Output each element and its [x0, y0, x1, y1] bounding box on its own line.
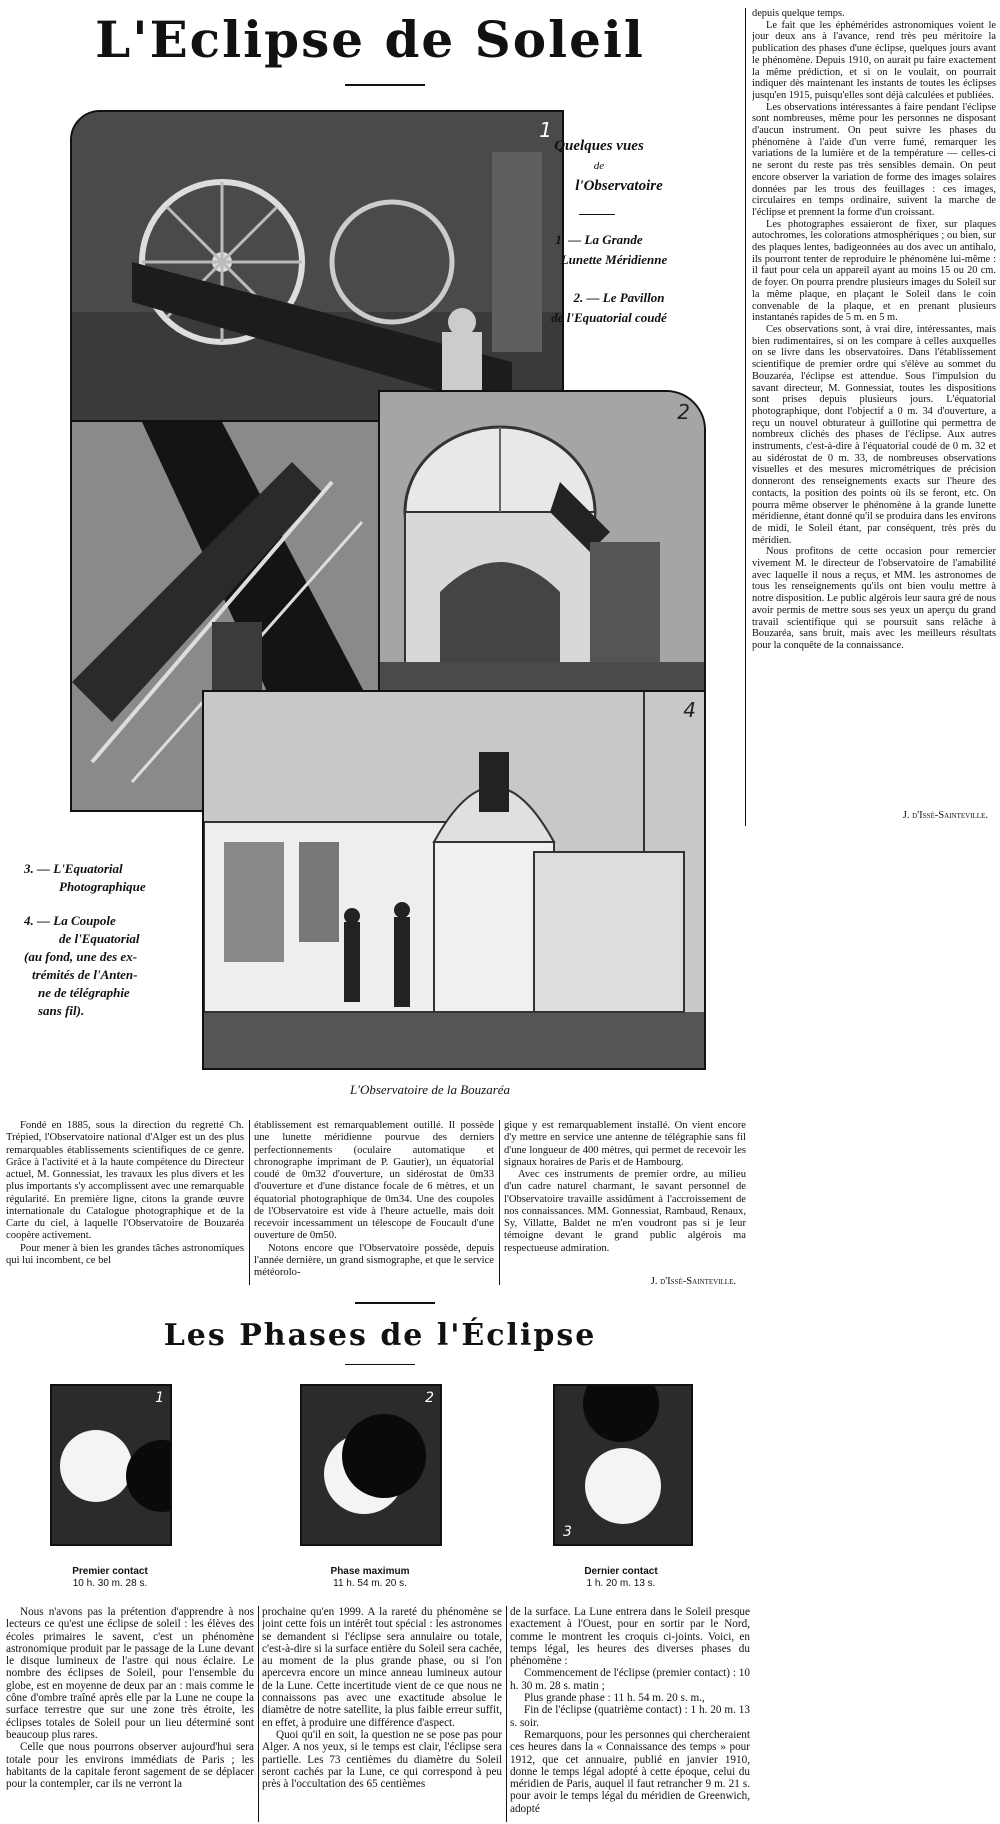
right-signature: J. d'Issé-Sainteville. [902, 810, 988, 821]
bottom-col-1 [6, 1606, 254, 1822]
caption-item4e: ne de télégraphie [38, 985, 130, 1000]
middle-col3-para-1: Avec ces instruments de premier ordre, au milieu d'un cadre naturel charmant, le savant personnel de l'Observatoire travaille assidûment à l'accroissement de nos connaissances. MM. Gonnessiat, Rambaud, Renaux, Sy, Villatte, Baldet ne m'en voudront pas si je leur témoigne devant le grand public algérois ma respectueuse admiration. [504, 1169, 746, 1254]
phase-2-illustration [302, 1386, 440, 1544]
right-para-1: Le fait que les éphémérides astronomiques voient le jour deux ans à l'avance, rend très peu méritoire la publication des phases d'une éclipse, quelques jours avant le phénomène. Depuis 1910, on aurait pu faire exactement la même prédiction, et si on le voulait, on pourrait indiquer dès maintenant les instants de toutes les éclipses jusqu'en 1915, puisqu'elles sont déjà calculées et publiées. [752, 19, 996, 101]
caption-item3b: Photographique [59, 879, 146, 894]
bottom-col3-para-4: Remarquons, pour les personnes qui chercheraient ces heures dans la « Connaissance des temps » pour 1912, que cet annuaire, publié en janvier 1910, donne le temps légal adopté à cette époque, celui du méridien de Paris, auquel il faut retrancher 9 m. 21 s. pour avoir le temps légal du méridien de Greenwich, adopté [510, 1728, 750, 1815]
caption-item3a: 3. — L'Equatorial [24, 861, 123, 876]
phase-3-caption [553, 1566, 689, 1590]
telescope-illustration [72, 112, 562, 422]
bottom-col3-para-3: Fin de l'éclipse (quatrième contact) : 1 h. 20 m. 13 s. soir. [510, 1704, 750, 1729]
views-item1-num: 1. — La Grande [555, 232, 643, 247]
dome-illustration [204, 692, 704, 1068]
middle-divider-1 [249, 1120, 250, 1285]
views-item2-rest: de l'Equatorial coudé [551, 310, 667, 325]
right-column-divider [745, 8, 746, 826]
article-title: L'Eclipse de Soleil [95, 10, 645, 69]
bottom-col-3 [510, 1606, 750, 1822]
photo-number-2: 2 [677, 400, 690, 424]
bottom-col-2 [262, 1606, 502, 1822]
right-para-4: Ces observations sont, à vrai dire, intéressantes, mais bien rudimentaires, si on les compare à celles auxquelles on se livre dans les observatoires. Dans l'établissement scientifique de premier ordre qui s'élève au sommet du Bouzaréa, l'éclipse est attendue. Sous l'impulsion du savant directeur, M. Gonnessiat, toutes les dispositions sont prises depuis plusieurs jours. L'équatorial photographique, dont l'objectif a 0 m. 34 d'ouverture, a reçu un nouvel obturateur à guillotine qui permettra de nombreux clichés des phases de l'éclipse. Aux autres instruments, c'est-à-dire à l'équatorial coudé de 0 m. 32 et au sidérostat de 0 m. 33, de nombreuses observations visuelles et des mesures micrométriques de précision donneront des renseignements exacts sur l'heure des contacts, la position des points où ils se feront, etc. On pourra même observer le phénomène à la grande lunette méridienne, étant donné qu'il se produira dans les environs de midi, le Soleil étant, par conséquent, très près du méridien. [752, 323, 996, 546]
middle-col1-para-0: Fondé en 1885, sous la direction du regretté Ch. Trépied, l'Observatoire national d'Alger est un des plus remarquables établissements scientifiques de ce genre. Grâce à l'activité et à la haute compétence du Directeur actuel, M. Gonnessiat, les travaux les plus divers et les plus importants s'y accomplissent avec une remarquable régularité. En première ligne, citons la grande œuvre internationale du Catalogue photographique et de la Carte du ciel, à laquelle l'Observatoire de Bouzaréa coopère activement. [6, 1120, 244, 1242]
bottom-col2-para-1: Quoi qu'il en soit, la question ne se pose pas pour Alger. A nos yeux, si le temps est clair, l'éclipse sera partielle. Les 73 centièmes du diamètre du Soleil seront cachés par la Lune, ce qui correspond à peu près à l'occultation des 65 centièmes [262, 1728, 502, 1791]
photo-collage [24, 108, 704, 1068]
phase-1-caption [40, 1566, 180, 1590]
bottom-col3-para-0: de la surface. La Lune entrera dans le Soleil presque exactement à l'Ouest, pour en sortir par le Nord, comme le montrent les croquis ci-joints. Voici, en temps légal, les heures des diverses phases du phénomène : [510, 1606, 750, 1668]
phase-3-number: 3 [563, 1524, 572, 1540]
phase-2-caption [300, 1566, 440, 1590]
caption-item4b: de l'Equatorial [59, 931, 140, 946]
bottom-col3-para-1: Commencement de l'éclipse (premier contact) : 10 h. 30 m. 28 s. matin ; [510, 1667, 750, 1692]
phase-1-label: Premier contact [72, 1566, 148, 1577]
photo-caption: L'Observatoire de la Bouzaréa [349, 1082, 511, 1097]
middle-col1-para-1: Pour mener à bien les grandes tâches astronomiques qui lui incombent, ce bel [6, 1242, 244, 1266]
caption-item4d: trémités de l'Anten- [32, 967, 138, 982]
views-item1-rest: Lunette Méridienne [560, 252, 668, 267]
middle-signature: J. d'Issé-Sainteville. [650, 1276, 736, 1287]
phases-title: Les Phases de l'Éclipse [163, 1318, 597, 1353]
right-column [752, 8, 996, 806]
pavilion-illustration [380, 392, 704, 692]
photo-grande-lunette [70, 110, 564, 424]
section-rule [355, 1302, 435, 1304]
middle-col-1 [6, 1120, 244, 1290]
right-para-5: Nous profitons de cette occasion pour remercier vivement M. le directeur de l'observatoire de l'amabilité avec laquelle il nous a reçus, et MM. les astronomes de tous les renseignements qu'ils ont bien voulu mettre à notre disposition. Le public algérois leur saura gré de nous avoir permis de mettre sous ses yeux un aperçu du grand travail scientifique qui se poursuit sans relâche à Bouzaréa, sans bruit, mais avec les meilleurs résultats pour la conquête de la connaissance. [752, 546, 996, 651]
middle-col2-para-0: établissement est remarquablement outillé. Il possède une lunette méridienne pourvue des derniers perfectionnements (oculaire automatique et chronographe imprimant de P. Gautier), un équatorial coudé de 0m32 d'ouverture, un sidérostat de 0m33 d'ouverture et d'une distance focale de 6 mètres, et un équatorial photographique de 0m34. Une des coupoles de l'Observatoire est vide à l'heure actuelle, mais doit recevoir incessamment un télescope de Foucault d'une ouverture de 0m50. [254, 1120, 494, 1242]
phase-3-image [553, 1384, 693, 1546]
views-item2-num: 2. — Le Pavillon [573, 290, 665, 305]
phase-1-image [50, 1384, 172, 1546]
photo-number-1: 1 [539, 118, 552, 142]
phase-1-time: 10 h. 30 m. 28 s. [72, 1578, 148, 1589]
photo-coupole-equatorial [202, 690, 706, 1070]
caption-item4a: 4. — La Coupole [24, 913, 116, 928]
phase-1-number: 1 [155, 1390, 164, 1406]
title-rule [345, 84, 425, 86]
bottom-divider-1 [258, 1606, 259, 1822]
middle-col2-para-1: Notons encore que l'Observatoire possède, depuis l'année dernière, un grand sismographe, et que le service météorolo- [254, 1242, 494, 1278]
phase-1-illustration [52, 1386, 170, 1544]
caption-item4c: (au fond, une des ex- [24, 949, 138, 964]
middle-col-3 [504, 1120, 746, 1275]
phase-3-illustration [555, 1386, 691, 1544]
bottom-col2-para-0: prochaine qu'en 1999. A la rareté du phénomène se joint cette fois un intérêt tout spécial : les astronomes se demandent si l'éclipse sera annulaire ou totale, c'est-à-dire si la surface entière du Soleil sera cachée, au moment de la plus grande phase, ou si l'on apercevra encore un mince anneau lumineux autour de la Lune. Cette incertitude vient de ce que nous ne connaissons pas avec une exactitude absolue le diamètre de notre satellite, la plus faible erreur suffit, en effet, à produire une différence d'aspect. [262, 1606, 502, 1729]
bottom-col1-para-0: Nous n'avons pas la prétention d'apprendre à nos lecteurs ce qu'est une éclipse de soleil : les élèves des écoles primaires le savent, c'est un phénomène astronomique produit par le passage de la Lune devant le disque lumineux de l'astre qui nous éclaire. Le nombre des éclipses de Soleil, pour l'ensemble du globe, est en moyenne de deux par an : mais comme le cône d'ombre traîné après elle par la Lune ne coupe la surface terrestre que sur une zone très étroite, les éclipses totales de Soleil pour un lieu déterminé sont beaucoup plus rares. [6, 1606, 254, 1741]
phase-2-image [300, 1384, 442, 1546]
bottom-col3-para-2: Plus grande phase : 11 h. 54 m. 20 s. m., [524, 1692, 705, 1705]
views-caption [494, 136, 704, 328]
phase-2-time: 11 h. 54 m. 20 s. [333, 1578, 407, 1589]
middle-divider-2 [499, 1120, 500, 1285]
phase-2-number: 2 [425, 1390, 434, 1406]
views-heading: Quelques vues [554, 138, 644, 154]
right-para-2: Les observations intéressantes à faire pendant l'éclipse sont nombreuses, même pour les personnes ne disposant d'aucun instrument. On peut suivre les phases du phénomène à l'aide d'un verre fumé, remarquer les variations de la lumière et de la température — celles-ci ne seront du reste pas très sensibles demain. On peut encore observer la variation de forme des images solaires données par les trous des feuillages : ces images, circulaires en temps ordinaire, suivent la marche de l'éclipse et prennent la forme d'un croissant. [752, 101, 996, 218]
views-heading-de: de [593, 160, 605, 172]
photo-pavillon-equatorial-coude [378, 390, 706, 694]
right-para-3: Les photographes essaieront de fixer, sur plaques autochromes, les colorations atmosphériques ; ou bien, sur des plaques lentes, badigeonnées au dos avec un antihalo, ils pourront tenter de reproduire le phénomène lui-même : il faut pour cela un appareil ayant au moins 15 ou 20 cm. de foyer. On pourra prendre plusieurs images du Soleil sur la même plaque, en plaçant le Soleil dans le coin convenable de la plaque, et en prenant plusieurs instantanés rapides de 5 m. en 5 m. [752, 218, 996, 324]
left-caption [24, 860, 204, 1020]
phase-2-label: Phase maximum [330, 1566, 410, 1577]
bottom-divider-2 [506, 1606, 507, 1822]
bottom-col1-para-1: Celle que nous pourrons observer aujourd'hui sera totale pour les environs immédiats de Paris ; les habitants de la capitale feront sagement de se déplacer pour la contempler, car ils ne verront la [6, 1741, 254, 1791]
photo-number-4: 4 [683, 698, 696, 722]
views-heading-obs: l'Observatoire [575, 178, 663, 194]
middle-col-2 [254, 1120, 494, 1290]
views-rule [579, 214, 615, 215]
right-para-0: depuis quelque temps. [752, 8, 845, 19]
phase-3-label: Dernier contact [584, 1566, 658, 1577]
phase-3-time: 1 h. 20 m. 13 s. [586, 1578, 656, 1589]
phases-title-rule [345, 1364, 415, 1365]
middle-col3-para-0: gique y est remarquablement installé. On vient encore d'y mettre en service une antenne de télégraphie sans fil d'une longueur de 400 mètres, qui permet de recevoir les signaux horaires de Paris et de Hambourg. [504, 1120, 746, 1168]
caption-item4f: sans fil). [38, 1003, 85, 1018]
